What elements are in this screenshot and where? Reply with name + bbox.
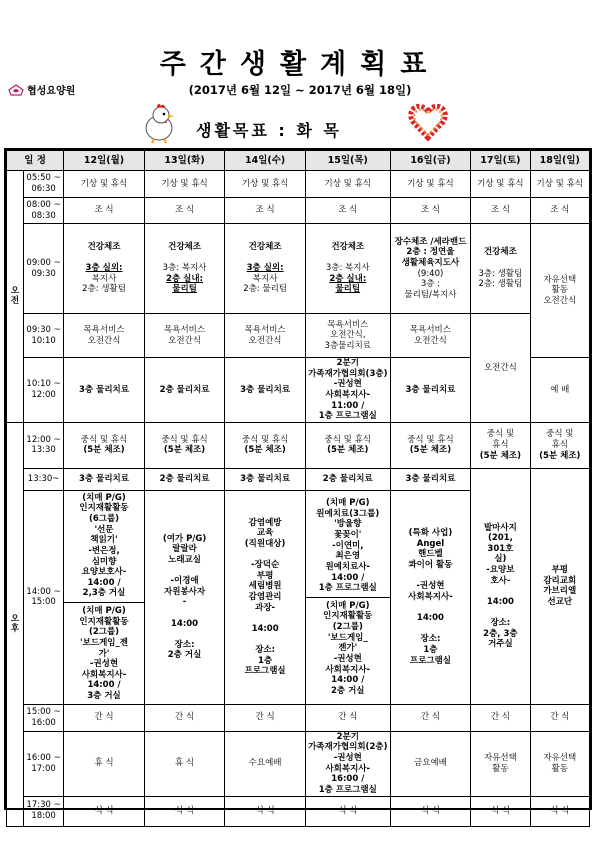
- cell: 금요예배: [390, 731, 471, 796]
- col-header: 12일(월): [64, 151, 145, 171]
- cell: 3층 물리치료: [64, 468, 145, 490]
- cell: 간 식: [471, 704, 530, 731]
- cell: 목욕서비스 오전간식, 3층물리치료: [305, 314, 390, 358]
- cell: 조 식: [64, 198, 145, 224]
- band-am: 오 전: [7, 171, 24, 423]
- cell: 기상 및 휴식: [305, 171, 390, 198]
- time-cell: 15:00 ~ 16:00: [23, 704, 63, 731]
- cell: 기상 및 휴식: [144, 171, 225, 198]
- cell: 석 식: [530, 796, 589, 826]
- cell: 예 배: [530, 358, 589, 423]
- cell: 수요예배: [225, 731, 306, 796]
- cell: 목욕서비스 오전간식: [144, 314, 225, 358]
- cell: 건강체조 3층 실외: 복지사 2층: 생활팀: [64, 224, 145, 314]
- chicken-icon: [140, 102, 178, 144]
- cell: 간 식: [144, 704, 225, 731]
- col-header: 16일(금): [390, 151, 471, 171]
- cell: 석 식: [390, 796, 471, 826]
- period: (2017년 6월 12일 ~ 2017년 6월 18일): [188, 83, 412, 97]
- cell: 건강체조 3층: 복지사 2층 실내: 물리팀: [305, 224, 390, 314]
- cell: 자유선택 활동 오전간식: [530, 224, 589, 358]
- time-cell: 12:00 ~ 13:30: [23, 422, 63, 468]
- cell: 중식 및 휴식 (5분 체조): [530, 422, 589, 468]
- cell: 3층 물리치료: [64, 358, 145, 423]
- cell: 발마사지 (201, 301호 실) -요양보 호사- 14:00 장소: 2층, 3층 거주실: [471, 468, 530, 704]
- cell: 중식 및 휴식 (5분 체조): [225, 422, 306, 468]
- cell: 중식 및 휴식 (5분 체조): [390, 422, 471, 468]
- header-row: [7, 151, 590, 171]
- cell: 기상 및 휴식: [225, 171, 306, 198]
- cell: 조 식: [390, 198, 471, 224]
- time-cell: 09:30 ~ 10:10: [23, 314, 63, 358]
- cell: (여가 P/G) 랄랄라 노래교실 -이경애 자원봉사자 - 14:00 장소: 2층 거실: [144, 490, 225, 704]
- table-row: [7, 314, 590, 358]
- cell: 간 식: [530, 704, 589, 731]
- cell: 3층 물리치료: [390, 468, 471, 490]
- col-header: 13일(화): [144, 151, 225, 171]
- time-cell: 05:50 ~ 06:30: [23, 171, 63, 198]
- cell: 건강체조 3층: 복지사 2층 실내: 물리팀: [144, 224, 225, 314]
- cell: 중식 및 휴식 (5분 체조): [64, 422, 145, 468]
- heart-wreath-icon: [408, 102, 448, 142]
- col-header: 14일(수): [225, 151, 306, 171]
- cell: 기상 및 휴식: [471, 171, 530, 198]
- cell: 기상 및 휴식: [64, 171, 145, 198]
- time-cell: 16:00 ~ 17:00: [23, 731, 63, 796]
- cell: 장수체조 /세라밴드 2층 : 정연울 생활체육지도사 (9:40) 3층 : 물리팀/복지사: [390, 224, 471, 314]
- time-cell: 09:00 ~ 09:30: [23, 224, 63, 314]
- cell: 기상 및 휴식: [530, 171, 589, 198]
- col-header: 일 정: [7, 151, 64, 171]
- cell: 2층 물리치료: [144, 468, 225, 490]
- cell: 목욕서비스 오전간식: [225, 314, 306, 358]
- cell: 조 식: [225, 198, 306, 224]
- cell: 석 식: [144, 796, 225, 826]
- cell: (특화 사업) Angel 핸드벨 콰이어 활동 -권성현 사회복지사- 14:00 장소: 1층 프로그램실: [390, 490, 471, 704]
- time-cell: 17:30 ~ 18:00: [23, 796, 63, 826]
- cell: 감염예방 교육 (직원대상) -장덕순 부평 세림병원 감염관리 과장- 14:00 장소: 1층 프로그램실: [225, 490, 306, 704]
- cell: 간 식: [225, 704, 306, 731]
- schedule-table: [6, 150, 590, 827]
- table-row: [7, 704, 590, 731]
- cell: 조 식: [305, 198, 390, 224]
- cell: 기상 및 휴식: [390, 171, 471, 198]
- cell: (치매 P/G) 원예치료(3그룹) '방울향 꽃꽂이' -이연미, 최은영 원예치료사- 14:00 / 1층 프로그램실 (치매 P/G) 인지재활활동 (2그룹) '보드게임_ 젠가' -권성현 사회복지사- 14:00 / 2층 거실: [305, 490, 390, 704]
- cell: 오전간식: [471, 314, 530, 423]
- cell: 중식 및 휴식 (5분 체조): [305, 422, 390, 468]
- time-cell: 08:00 ~ 08:30: [23, 198, 63, 224]
- table-row: [7, 731, 590, 796]
- cell: 2층 물리치료: [144, 358, 225, 423]
- table-row: [7, 198, 590, 224]
- band-pm: 오 후: [7, 422, 24, 826]
- cell: 석 식: [225, 796, 306, 826]
- time-cell: 13:30~: [23, 468, 63, 490]
- cell: 3층 물리치료: [390, 358, 471, 423]
- page-title: 주간생활계획표: [159, 49, 441, 80]
- cell: (치매 P/G) 인지재활활동 (6그룹) '선문 책읽기' -변은정, 심미향 요양보호사- 14:00 / 2,3층 거실 (치매 P/G) 인지재활활동 (2그룹) '보드게임_젠 가' -권성현 사회복지사- 14:00 / 3층 거실: [64, 490, 145, 704]
- table-row: [7, 468, 590, 490]
- cell: 간 식: [390, 704, 471, 731]
- cell: 목욕서비스 오전간식: [64, 314, 145, 358]
- table-row: [7, 422, 590, 468]
- cell: 2분기 가족재가협의회(2층) -권성현 사회복지사- 16:00 / 1층 프로그램실: [305, 731, 390, 796]
- table-row: [7, 796, 590, 826]
- cell: 간 식: [305, 704, 390, 731]
- time-cell: 14:00 ~ 15:00: [23, 490, 63, 704]
- cell: 조 식: [471, 198, 530, 224]
- col-header: 17일(토): [471, 151, 530, 171]
- cell: 2층 물리치료: [305, 468, 390, 490]
- cell: 3층 물리치료: [225, 358, 306, 423]
- life-goal: 생활목표 : 화 목: [196, 121, 342, 140]
- col-header: 18일(일): [530, 151, 589, 171]
- cell: 휴 식: [144, 731, 225, 796]
- cell: 부평 감리교회 가브리엘 선교단: [530, 468, 589, 704]
- table-row: [7, 224, 590, 314]
- cell: 목욕서비스 오전간식: [390, 314, 471, 358]
- cell: 석 식: [64, 796, 145, 826]
- cell: 간 식: [64, 704, 145, 731]
- cell: 석 식: [471, 796, 530, 826]
- cell: 자유선택 활동: [471, 731, 530, 796]
- cell: 석 식: [305, 796, 390, 826]
- cell: 조 식: [144, 198, 225, 224]
- cell: 자유선택 활동: [530, 731, 589, 796]
- col-header: 15일(목): [305, 151, 390, 171]
- cell: 휴 식: [64, 731, 145, 796]
- time-cell: 10:10 ~ 12:00: [23, 358, 63, 423]
- cell: 3층 물리치료: [225, 468, 306, 490]
- org-name: 협성요양원: [27, 86, 76, 97]
- cell: 건강체조 3층: 생활팀 2층: 생활팀: [471, 224, 530, 314]
- cell: 중식 및 휴식 (5분 체조): [144, 422, 225, 468]
- cell: 중식 및 휴식 (5분 체조): [471, 422, 530, 468]
- cell: 조 식: [530, 198, 589, 224]
- cell: 2분기 가족재가협의회(3층) -권성현 사회복지사- 11:00 / 1층 프로그램실: [305, 358, 390, 423]
- table-row: [7, 171, 590, 198]
- cell: 건강체조 3층 실외: 복지사 2층: 물리팀: [225, 224, 306, 314]
